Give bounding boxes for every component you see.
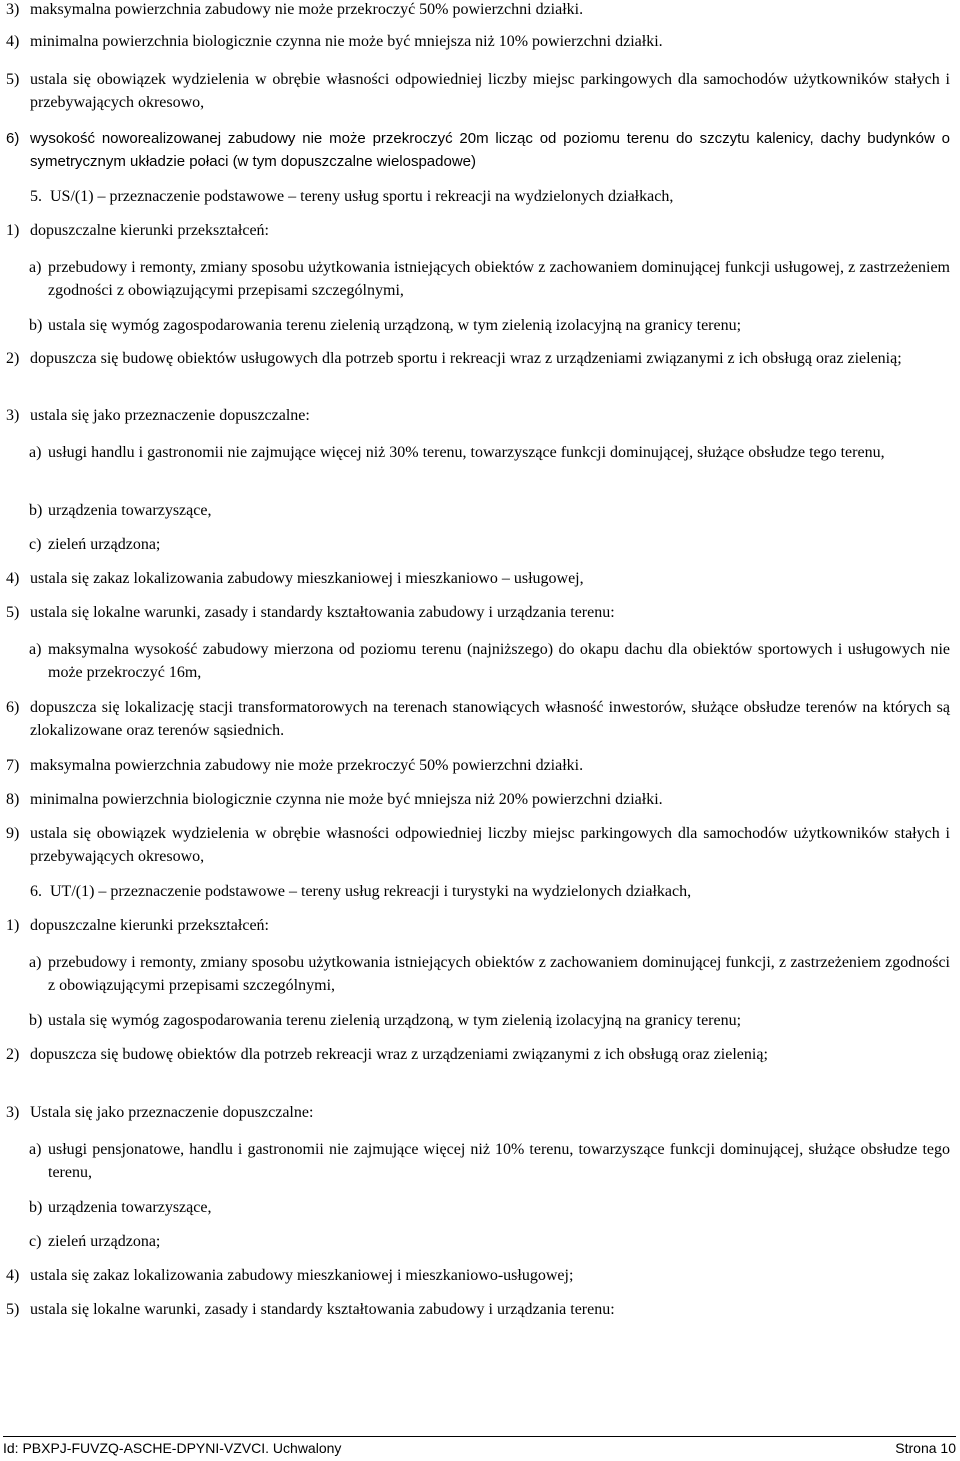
list-item: 8) minimalna powierzchnia biologicznie czynna nie może być mniejsza niż 20% powierzchni działki. [6, 788, 950, 811]
list-item: 2) dopuszcza się budowę obiektów usługowych dla potrzeb sportu i rekreacji wraz z urządzeniami związanymi z ich obsługą oraz zielenią; [6, 347, 950, 370]
paragraph-text: ustala się obowiązek wydzielenia w obrębie własności odpowiedniej liczby miejsc parkingowych dla samochodów użytkowników stałych i przebywających okresowo, [30, 825, 950, 865]
list-item: c) zieleń urządzona; [29, 1230, 950, 1253]
list-item: b) urządzenia towarzyszące, [29, 1196, 950, 1219]
paragraph-text: minimalna powierzchnia biologicznie czynna nie może być mniejsza niż 20% powierzchni działki. [30, 791, 663, 808]
list-item: c) zieleń urządzona; [29, 533, 950, 556]
page-footer [3, 1436, 956, 1459]
paragraph-text: zieleń urządzona; [48, 536, 161, 553]
list-item: 5) ustala się lokalne warunki, zasady i standardy kształtowania zabudowy i urządzania terenu: [6, 601, 950, 624]
list-item: 3) maksymalna powierzchnia zabudowy nie może przekroczyć 50% powierzchni działki. [6, 0, 950, 21]
paragraph-text: zieleń urządzona; [48, 1233, 161, 1250]
paragraph-text: maksymalna powierzchnia zabudowy nie może przekroczyć 50% powierzchni działki. [30, 1, 584, 18]
paragraph-text: dopuszcza się budowę obiektów usługowych dla potrzeb sportu i rekreacji wraz z urządzeniami związanymi z ich obsługą oraz zielenią; [30, 350, 902, 367]
paragraph-text: ustala się zakaz lokalizowania zabudowy mieszkaniowej i mieszkaniowo-usługowej; [30, 1267, 574, 1284]
paragraph-text: dopuszczalne kierunki przekształceń: [30, 222, 269, 239]
paragraph-text: usługi handlu i gastronomii nie zajmujące więcej niż 30% terenu, towarzyszące funkcji dominującej, służące obsłudze tego terenu, [48, 444, 885, 461]
list-item: 2) dopuszcza się budowę obiektów dla potrzeb rekreacji wraz z urządzeniami związanymi z ich obsługą oraz zielenią; [6, 1043, 950, 1066]
list-item: 5) ustala się obowiązek wydzielenia w obrębie własności odpowiedniej liczby miejsc parkingowych dla samochodów użytkowników stałych i przebywających okresowo, [6, 68, 950, 114]
list-item: 1) dopuszczalne kierunki przekształceń: [6, 219, 950, 242]
page-number: Strona 10 [895, 1440, 956, 1456]
list-item: 7) maksymalna powierzchnia zabudowy nie może przekroczyć 50% powierzchni działki. [6, 754, 950, 777]
section-heading: 5. US/(1) – przeznaczenie podstawowe – tereny usług sportu i rekreacji na wydzielonych działkach, [30, 185, 950, 208]
paragraph-text: dopuszcza się budowę obiektów dla potrzeb rekreacji wraz z urządzeniami związanymi z ich obsługą oraz zielenią; [30, 1046, 768, 1063]
list-item: 4) ustala się zakaz lokalizowania zabudowy mieszkaniowej i mieszkaniowo-usługowej; [6, 1264, 950, 1287]
paragraph-text: przebudowy i remonty, zmiany sposobu użytkowania istniejących obiektów z zachowaniem dominującej funkcji, z zastrzeżeniem zgodności z obowiązującymi przepisami szczególnymi, [48, 954, 950, 994]
list-item: a) maksymalna wysokość zabudowy mierzona od poziomu terenu (najniższego) do okapu dachu dla obiektów sportowych i usługowych nie może przekroczyć 16m, [29, 638, 950, 684]
list-item: 1) dopuszczalne kierunki przekształceń: [6, 914, 950, 937]
paragraph-text: urządzenia towarzyszące, [48, 502, 212, 519]
list-item: 4) minimalna powierzchnia biologicznie czynna nie może być mniejsza niż 10% powierzchni działki. [6, 30, 950, 53]
list-item: b) ustala się wymóg zagospodarowania terenu zielenią urządzoną, w tym zielenią izolacyjną na granicy terenu; [29, 314, 950, 337]
list-item: 3) ustala się jako przeznaczenie dopuszczalne: [6, 404, 950, 427]
list-item: 9) ustala się obowiązek wydzielenia w obrębie własności odpowiedniej liczby miejsc parkingowych dla samochodów użytkowników stałych i przebywających okresowo, [6, 822, 950, 868]
paragraph-text: ustala się wymóg zagospodarowania terenu zielenią urządzoną, w tym zielenią izolacyjną na granicy terenu; [48, 1012, 742, 1029]
list-item: a) przebudowy i remonty, zmiany sposobu użytkowania istniejących obiektów z zachowaniem dominującej funkcji usługowej, z zastrzeżeniem zgodności z obowiązującymi przepisami szczególnymi, [29, 256, 950, 302]
paragraph-text: ustala się zakaz lokalizowania zabudowy mieszkaniowej i mieszkaniowo – usługowej, [30, 570, 584, 587]
paragraph-text: maksymalna powierzchnia zabudowy nie może przekroczyć 50% powierzchni działki. [30, 757, 584, 774]
paragraph-text: dopuszczalne kierunki przekształceń: [30, 917, 269, 934]
section-heading-text: US/(1) – przeznaczenie podstawowe – tereny usług sportu i rekreacji na wydzielonych działkach, [50, 188, 674, 205]
list-item: a) przebudowy i remonty, zmiany sposobu użytkowania istniejących obiektów z zachowaniem dominującej funkcji, z zastrzeżeniem zgodności z obowiązującymi przepisami szczególnymi, [29, 951, 950, 997]
list-item: 6) dopuszcza się lokalizację stacji transformatorowych na terenach stanowiących własność inwestorów, służące obsłudze terenów na których są zlokalizowane oraz terenów sąsiednich. [6, 696, 950, 742]
paragraph-text: ustala się lokalne warunki, zasady i standardy kształtowania zabudowy i urządzania terenu: [30, 1301, 615, 1318]
list-item: a) usługi pensjonatowe, handlu i gastronomii nie zajmujące więcej niż 10% terenu, towarzyszące funkcji dominującej, służące obsłudze tego terenu, [29, 1138, 950, 1184]
paragraph-text: ustala się obowiązek wydzielenia w obrębie własności odpowiedniej liczby miejsc parkingowych dla samochodów użytkowników stałych i przebywających okresowo, [30, 71, 950, 111]
paragraph-text: ustala się jako przeznaczenie dopuszczalne: [30, 407, 310, 424]
paragraph-text: wysokość noworealizowanej zabudowy nie może przekroczyć 20m licząc od poziomu terenu do szczytu kalenicy, dachy budynków o symetrycznym układzie połaci (w tym dopuszczalne wielospadowe) [30, 130, 950, 170]
list-item: 6) wysokość noworealizowanej zabudowy nie może przekroczyć 20m licząc od poziomu terenu do szczytu kalenicy, dachy budynków o symetrycznym układzie połaci (w tym dopuszczalne wielospadowe) [6, 127, 950, 173]
section-heading-text: UT/(1) – przeznaczenie podstawowe – tereny usług rekreacji i turystyki na wydzielonych działkach, [50, 883, 692, 900]
list-item: b) ustala się wymóg zagospodarowania terenu zielenią urządzoną, w tym zielenią izolacyjną na granicy terenu; [29, 1009, 950, 1032]
paragraph-text: przebudowy i remonty, zmiany sposobu użytkowania istniejących obiektów z zachowaniem dominującej funkcji usługowej, z zastrzeżeniem zgodności z obowiązującymi przepisami szczególnymi, [48, 259, 950, 299]
paragraph-text: usługi pensjonatowe, handlu i gastronomii nie zajmujące więcej niż 10% terenu, towarzyszące funkcji dominującej, służące obsłudze tego terenu, [48, 1141, 950, 1181]
paragraph-text: ustala się wymóg zagospodarowania terenu zielenią urządzoną, w tym zielenią izolacyjną na granicy terenu; [48, 317, 742, 334]
list-item: 4) ustala się zakaz lokalizowania zabudowy mieszkaniowej i mieszkaniowo – usługowej, [6, 567, 950, 590]
paragraph-text: dopuszcza się lokalizację stacji transformatorowych na terenach stanowiących własność inwestorów, służące obsłudze terenów na których są zlokalizowane oraz terenów sąsiednich. [30, 699, 950, 739]
document-id: Id: PBXPJ-FUVZQ-ASCHE-DPYNI-VZVCI. Uchwalony [3, 1440, 342, 1456]
list-item: 3) Ustala się jako przeznaczenie dopuszczalne: [6, 1101, 950, 1124]
list-item: b) urządzenia towarzyszące, [29, 499, 950, 522]
paragraph-text: maksymalna wysokość zabudowy mierzona od poziomu terenu (najniższego) do okapu dachu dla obiektów sportowych i usługowych nie może przekroczyć 16m, [48, 641, 950, 681]
paragraph-text: urządzenia towarzyszące, [48, 1199, 212, 1216]
list-item: a) usługi handlu i gastronomii nie zajmujące więcej niż 30% terenu, towarzyszące funkcji dominującej, służące obsłudze tego terenu, [29, 441, 950, 464]
paragraph-text: minimalna powierzchnia biologicznie czynna nie może być mniejsza niż 10% powierzchni działki. [30, 33, 663, 50]
paragraph-text: ustala się lokalne warunki, zasady i standardy kształtowania zabudowy i urządzania terenu: [30, 604, 615, 621]
paragraph-text: Ustala się jako przeznaczenie dopuszczalne: [30, 1104, 314, 1121]
section-heading: 6. UT/(1) – przeznaczenie podstawowe – tereny usług rekreacji i turystyki na wydzielonych działkach, [30, 880, 950, 903]
list-item: 5) ustala się lokalne warunki, zasady i standardy kształtowania zabudowy i urządzania terenu: [6, 1298, 950, 1321]
